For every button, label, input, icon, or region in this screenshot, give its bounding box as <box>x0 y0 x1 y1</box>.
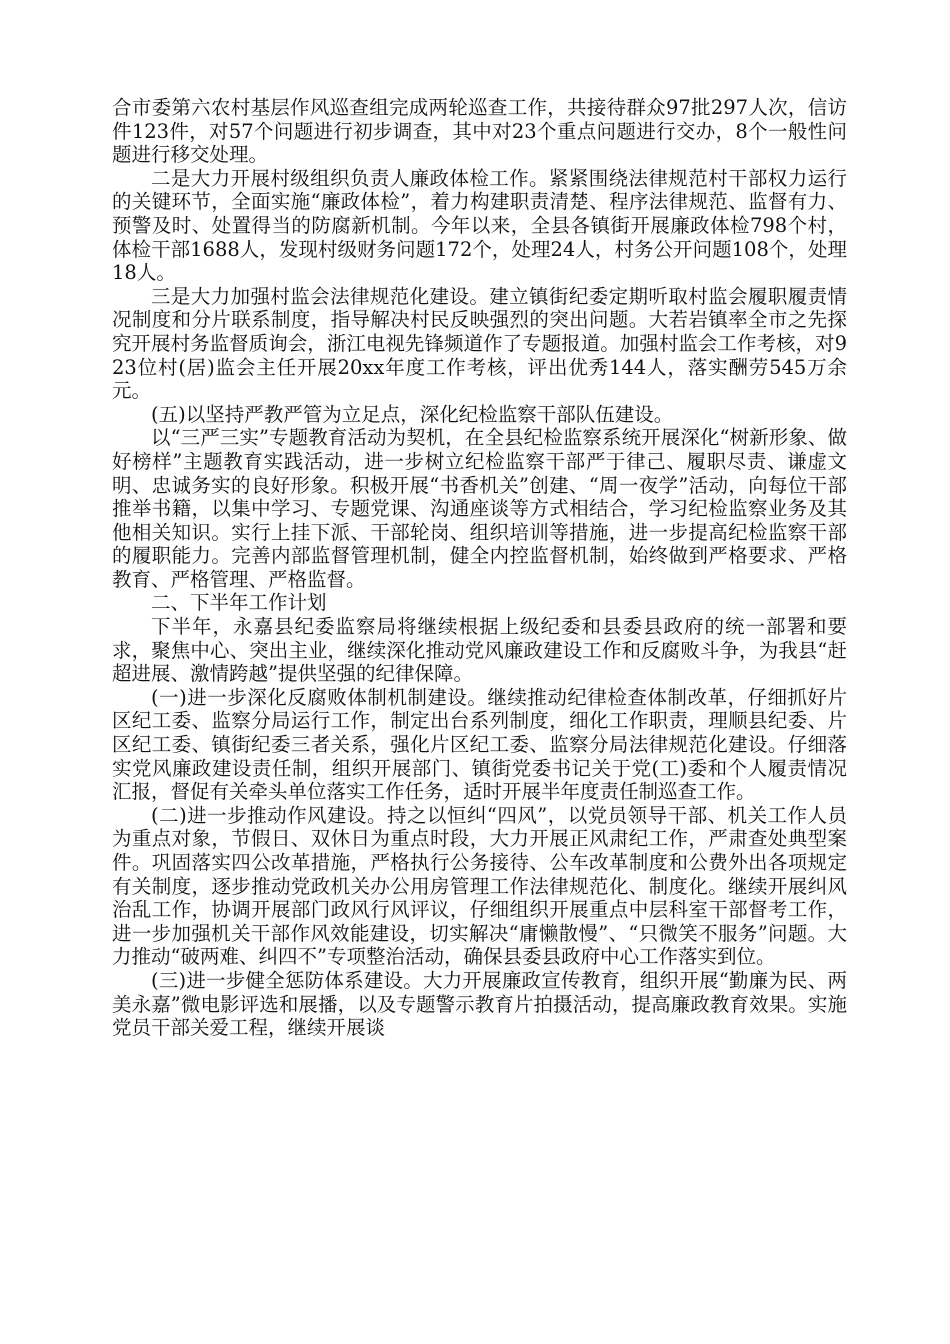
paragraph-village-integrity-checkup: 二是大力开展村级组织负责人廉政体检工作。紧紧围绕法律规范村干部权力运行的关键环节，全面实施“廉政体检”，着力构建职责清楚、程序法律规范、监督有力、预警及时、处置得当的防腐新机制。今年以来，全县各镇街开展廉政体检798个村，体检干部1688人，发现村级财务问题172个，处理24人，村务公开问题108个，处理18人。 <box>112 166 847 285</box>
paragraph-plan-two: (二)进一步推动作风建设。持之以恒纠“四风”，以党员领导干部、机关工作人员为重点对象，节假日、双休日为重点时段，大力开展正风肃纪工作，严肃查处典型案件。巩固落实四公改革措施，严格执行公务接待、公车改革制度和公费外出各项规定有关制度，逐步推动党政机关办公用房管理工作法律规范化、制度化。继续开展纠风治乱工作，协调开展部门政风行风评议，仔细组织开展重点中层科室干部督考工作，进一步加强机关干部作风效能建设，切实解决“庸懒散慢”、“只微笑不服务”问题。大力推动“破两难、纠四不”专项整治活动，确保县委县政府中心工作落实到位。 <box>112 803 847 969</box>
paragraph-cadre-team-building: 以“三严三实”专题教育活动为契机，在全县纪检监察系统开展深化“树新形象、做好榜样”主题教育实践活动，进一步树立纪检监察干部严于律己、履职尽责、谦虚文明、忠诚务实的良好形象。积极开展“书香机关”创建、“周一夜学”活动，向每位干部推举书籍，以集中学习、专题党课、沟通座谈等方式相结合，学习纪检监察业务及其他相关知识。实行上挂下派、干部轮岗、组织培训等措施，进一步提高纪检监察干部的履职能力。完善内部监督管理机制，健全内控监督机制，始终做到严格要求、严格教育、严格管理、严格监督。 <box>112 426 847 591</box>
paragraph-plan-one: (一)进一步深化反腐败体制机制建设。继续推动纪律检查体制改革，仔细抓好片区纪工委、监察分局运行工作，制定出台系列制度，细化工作职责，理顺县纪委、片区纪工委、镇街纪委三者关系，强化片区纪工委、监察分局法律规范化建设。仔细落实党风廉政建设责任制，组织开展部门、镇街党委书记关于党(工)委和个人履责情况汇报，督促有关牵头单位落实工作任务，适时开展半年度责任制巡查工作。 <box>112 685 847 804</box>
paragraph-plan-three: (三)进一步健全惩防体系建设。大力开展廉政宣传教育，组织开展“勤廉为民、两美永嘉”微电影评选和展播，以及专题警示教育片拍摄活动，提高廉政教育效果。实施党员干部关爱工程，继续开展谈 <box>112 968 847 1040</box>
paragraph-village-supervision-committee: 三是大力加强村监会法律规范化建设。建立镇街纪委定期听取村监会履职履责情况制度和分片联系制度，指导解决村民反映强烈的突出问题。大若岩镇率全市之先探究开展村务监督质询会，浙江电视先锋频道作了专题报道。加强村监会工作考核，对923位村(居)监会主任开展20xx年度工作考核，评出优秀144人，落实酬劳545万余元。 <box>112 284 847 403</box>
paragraph-continuation: 合市委第六农村基层作风巡查组完成两轮巡查工作，共接待群众97批297人次，信访件123件，对57个问题进行初步调查，其中对23个重点问题进行交办，8个一般性问题进行移交处理。 <box>112 96 847 167</box>
section-heading-five: (五)以坚持严教严管为立足点，深化纪检监察干部队伍建设。 <box>151 402 674 426</box>
document-body <box>112 96 847 1040</box>
section-heading-second-half-plan: 二、下半年工作计划 <box>151 591 327 615</box>
paragraph-second-half-overview: 下半年，永嘉县纪委监察局将继续根据上级纪委和县委县政府的统一部署和要求，聚焦中心、突出主业，继续深化推动党风廉政建设工作和反腐败斗争，为我县“赶超进展、激情跨越”提供坚强的纪律保障。 <box>112 615 847 686</box>
